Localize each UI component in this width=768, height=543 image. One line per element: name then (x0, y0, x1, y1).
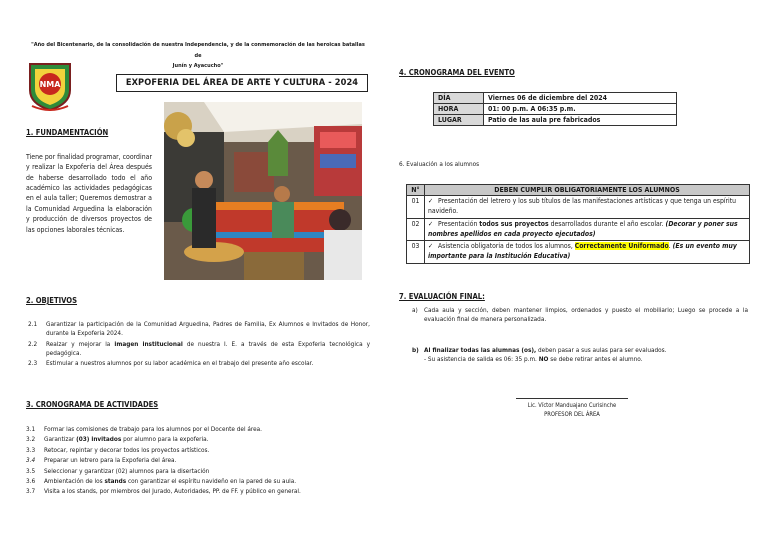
objetivo-text: Realzar y mejorar la imagen institucional de nuestra I. E. a través de esta Expoferia tecnológica y pedagógica. (46, 339, 371, 357)
objetivo-item (28, 320, 370, 339)
fundamentacion-heading: 1. FUNDAMENTACIÓN (26, 128, 109, 137)
expoferia-photo (164, 102, 362, 280)
evaluacion-final-b: b) Al finalizar todas las alumnas (os), deben pasar a sus aulas para ser evaluados. - Su asistencia de salida es 06: 35 p.m. NO se debe retirar antes el alumno. (412, 346, 667, 364)
actividad-item: 3.7 Visita a los stands, por miembros del Jurado, Autoridades, PP. de FF. y público en general. (26, 487, 301, 496)
fundamentacion-text: Tiene por finalidad programar, coordinar y realizar la Expoferia del Área después de haberse desarrollado todo el año académico las actividades pedagógicas en el aula taller; Queremos demostrar a la Comunidad Arguedina la elaboración y producción de diversos proyectos de las opciones laborales técnicas. (26, 153, 152, 234)
table-row: HORA 01: 00 p.m. A 06:35 p.m. (434, 104, 677, 115)
objetivo-item (28, 359, 370, 368)
actividades-list (26, 424, 371, 497)
objetivo-num: 2.1 (28, 320, 38, 328)
evaluacion-alumnos-heading: 6. Evaluación a los alumnos (399, 160, 480, 168)
cronograma-evento-heading: 4. CRONOGRAMA DEL EVENTO (399, 68, 515, 77)
table-header-row: N° DEBEN CUMPLIR OBLIGATORIAMENTE LOS ALUMNOS (407, 185, 750, 196)
document-title: EXPOFERIA DEL ÁREA DE ARTE Y CULTURA - 2024 (116, 74, 368, 92)
signature-line (516, 398, 628, 399)
actividad-item: 3.1 Formar las comisiones de trabajo para los alumnos por el Docente del área. (26, 425, 262, 433)
table-row: DÍA Viernes 06 de diciembre del 2024 (434, 93, 677, 104)
signature-role: PROFESOR DEL ÁREA (544, 412, 600, 418)
objetivo-text: Estimular a nuestros alumnos por su labor académica en el trabajo del presente año escolar. (46, 359, 314, 368)
table-row: 02 ✓ Presentación todos sus proyectos desarrollados durante el año escolar. (Decorar y poner sus nombres apellidos en cada proyecto ejecutados) (407, 218, 750, 241)
school-logo (26, 60, 74, 112)
objetivos-heading: 2. OBJETIVOS (26, 296, 78, 305)
signature-name: Lic. Víctor Manduajano Curisinche (527, 403, 617, 409)
objetivo-num: 2.3 (28, 359, 38, 368)
objetivo-num: 2.2 (28, 339, 38, 348)
uniform-highlight: Correctamente Uniformado (574, 242, 669, 251)
actividad-item: 3.3 Retocar, repintar y decorar todos los proyectos artísticos. (26, 445, 210, 454)
motto-header (28, 40, 368, 72)
check-icon: ✓ (428, 219, 434, 228)
logo-text: NMA (39, 80, 61, 89)
actividad-item: 3.2 Garantizar (03) invitados por alumno para la expoferia. (26, 435, 209, 444)
motto-line-1: "Año del Bicentenario, de la consolidación de nuestra Independencia, y de la conmemoración de las heroicas batallas de (31, 42, 365, 59)
actividad-item: 3.5 Seleccionar y garantizar (02) alumnos para la disertación (26, 466, 210, 475)
check-icon: ✓ (428, 242, 434, 251)
objetivo-item (28, 340, 370, 359)
table-row: LUGAR Patio de las aula pre fabricados (434, 115, 677, 126)
motto-line-2: Junín y Ayacucho" (172, 63, 224, 70)
table-row: 01 ✓ Presentación del letrero y los sub títulos de las manifestaciones artísticas y que tenga un espíritu navideño. (407, 196, 750, 219)
cronograma-evento-table (433, 92, 677, 126)
actividades-heading: 3. CRONOGRAMA DE ACTIVIDADES (26, 400, 159, 409)
objetivo-text: Garantizar la participación de la Comunidad Arguedina, Padres de Familia, Ex Alumnos e Invitados de Honor, durante la Expoferia 2024. (46, 320, 370, 338)
check-icon: ✓ (428, 197, 434, 205)
evaluacion-final-heading: 7. EVALUACIÓN FINAL: (399, 292, 485, 301)
objetivos-list (28, 320, 370, 368)
evaluacion-table (406, 184, 750, 264)
actividad-item: 3.6 Ambientación de los stands con garantizar el espíritu navideño en la pared de su aula. (26, 476, 297, 485)
evaluacion-final-a: a) Cada aula y sección, deben mantener limpios, ordenados y puesto el mobiliario; Luego se procede a la evaluación final de manera personalizada. (412, 306, 748, 324)
table-row: 03 ✓ Asistencia obligatoria de todos los alumnos, Correctamente Uniformado. (Es un evento muy importante para la Institución Educativa) (407, 241, 750, 264)
actividad-item: 3.4 Preparar un letrero para la Expoferia del área. (26, 456, 177, 465)
